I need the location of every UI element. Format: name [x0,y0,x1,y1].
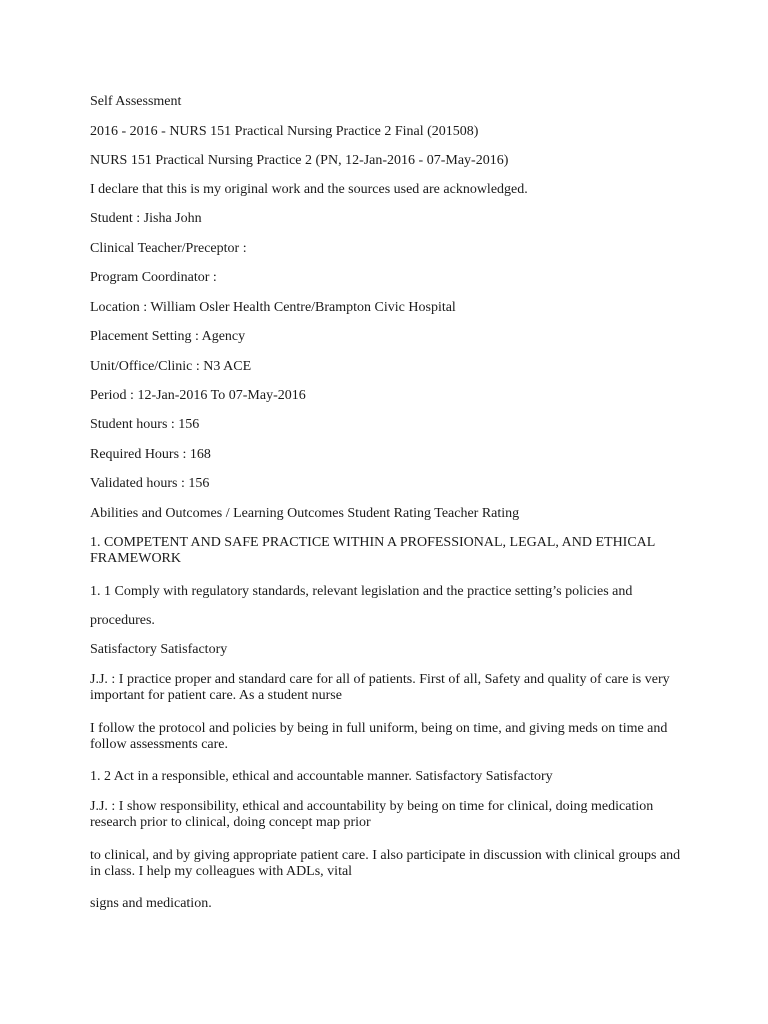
jj-response-1-2-part-b: to clinical, and by giving appropriate patient care. I also participate in discussion with clinical groups and in class. I help my colleagues with ADLs, vital [90,848,681,879]
validated-hours-line: Validated hours : 156 [90,476,210,491]
document-title: Self Assessment [90,94,182,109]
outcome-1-1: 1. 1 Comply with regulatory standards, relevant legislation and the practice setting’s policies and [90,584,633,599]
table-header-line: Abilities and Outcomes / Learning Outcomes Student Rating Teacher Rating [90,506,520,521]
rating-1-1: Satisfactory Satisfactory [90,642,228,657]
student-hours-line: Student hours : 156 [90,417,200,432]
student-line: Student : Jisha John [90,211,202,226]
course-final-line: 2016 - 2016 - NURS 151 Practical Nursing Practice 2 Final (201508) [90,124,479,139]
required-hours-line: Required Hours : 168 [90,447,211,462]
outcome-1-2: 1. 2 Act in a responsible, ethical and accountable manner. Satisfactory Satisfactory [90,769,553,784]
placement-setting-line: Placement Setting : Agency [90,329,246,344]
section-1-heading: 1. COMPETENT AND SAFE PRACTICE WITHIN A PROFESSIONAL, LEGAL, AND ETHICAL FRAMEWORK [90,535,655,566]
jj-response-1-1-part-a: J.J. : I practice proper and standard care for all of patients. First of all, Safety and quality of care is very important for patient care. As a student nurse [90,672,670,703]
location-line: Location : William Osler Health Centre/Brampton Civic Hospital [90,300,456,315]
course-detail-line: NURS 151 Practical Nursing Practice 2 (PN, 12-Jan-2016 - 07-May-2016) [90,153,509,168]
jj-response-1-2-part-a: J.J. : I show responsibility, ethical and accountability by being on time for clinical, doing medication research prior to clinical, doing concept map prior [90,799,654,830]
jj-response-1-1-part-b: I follow the protocol and policies by being in full uniform, being on time, and giving meds on time and follow assessments care. [90,721,668,752]
unit-line: Unit/Office/Clinic : N3 ACE [90,359,252,374]
period-line: Period : 12-Jan-2016 To 07-May-2016 [90,388,306,403]
clinical-teacher-line: Clinical Teacher/Preceptor : [90,241,247,256]
program-coordinator-line: Program Coordinator : [90,270,217,285]
jj-response-1-2-part-c: signs and medication. [90,896,212,911]
outcome-1-1-continued: procedures. [90,613,155,628]
declaration-line: I declare that this is my original work and the sources used are acknowledged. [90,182,528,197]
